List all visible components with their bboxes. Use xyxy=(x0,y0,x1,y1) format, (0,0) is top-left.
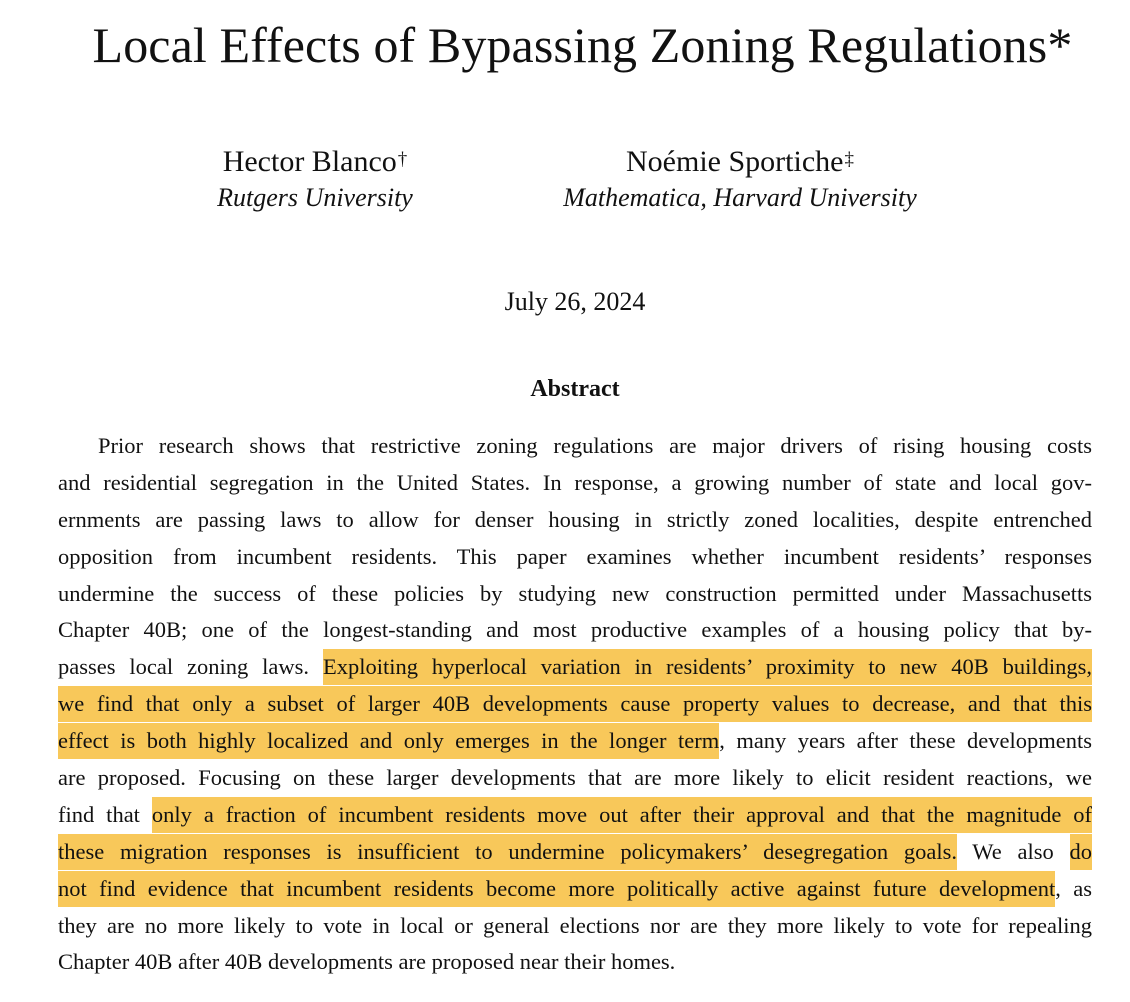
author-name: Noémie Sportiche‡ xyxy=(626,145,854,178)
author-block-2 xyxy=(500,144,980,216)
author-block-1 xyxy=(160,144,470,216)
abstract-line xyxy=(58,797,1092,834)
abstract-text: We also xyxy=(956,838,1070,864)
author-affiliation: Mathematica, Harvard University xyxy=(563,183,917,212)
highlighted-text: we find that only a subset of larger 40B developments cause property values to decrease, and that this xyxy=(58,686,1092,722)
abstract-line xyxy=(58,576,1092,613)
highlighted-text: effect is both highly localized and only emerges in the longer term xyxy=(58,723,719,759)
abstract-line xyxy=(58,834,1092,871)
abstract-text: Chapter 40B after 40B developments are proposed near their homes. xyxy=(58,949,676,975)
highlighted-text: only a fraction of incumbent residents move out after their approval and that the magnitude of xyxy=(152,797,1092,833)
highlighted-text: not find evidence that incumbent residents become more politically active against future development xyxy=(58,871,1055,907)
abstract-text: Prior research shows that restrictive zoning regulations are major drivers of rising housing costs xyxy=(98,433,1092,458)
abstract-text: opposition from incumbent residents. This paper examines whether incumbent residents’ responses xyxy=(58,543,1092,569)
abstract-text: undermine the success of these policies by studying new construction permitted under Massachusetts xyxy=(58,580,1092,606)
abstract-line xyxy=(58,649,1092,686)
paper-date: July 26, 2024 xyxy=(504,287,646,316)
abstract-line xyxy=(58,612,1092,649)
abstract-heading: Abstract xyxy=(530,376,620,402)
abstract-line xyxy=(58,871,1092,908)
highlighted-text: these migration responses is insufficient to undermine policymakers’ desegregation goals. xyxy=(58,834,957,870)
abstract-line xyxy=(58,502,1092,539)
abstract-text: , as xyxy=(1055,875,1092,901)
paper-title: Local Effects of Bypassing Zoning Regulations* xyxy=(92,17,1073,73)
footnote-mark: ‡ xyxy=(844,149,854,170)
abstract-line xyxy=(58,723,1092,760)
abstract-body xyxy=(58,428,1092,981)
abstract-text: and residential segregation in the United States. In response, a growing number of state and local gov- xyxy=(58,469,1092,495)
footnote-mark: † xyxy=(397,149,408,170)
abstract-line xyxy=(58,908,1092,945)
abstract-text: , many years after these developments xyxy=(719,728,1092,754)
abstract-line xyxy=(58,465,1092,502)
abstract-line xyxy=(58,944,1092,981)
abstract-text: they are no more likely to vote in local or general elections nor are they more likely to vote for repealing xyxy=(58,912,1092,938)
abstract-text: are proposed. Focusing on these larger developments that are more likely to elicit resident reactions, we xyxy=(58,765,1092,791)
author-affiliation: Rutgers University xyxy=(217,183,413,212)
abstract-line xyxy=(58,760,1092,797)
highlighted-text: do xyxy=(1070,834,1093,870)
author-name: Hector Blanco† xyxy=(222,145,408,178)
abstract-text: find that xyxy=(58,801,152,827)
abstract-line xyxy=(58,686,1092,723)
abstract-text: passes local zoning laws. xyxy=(58,654,323,680)
abstract-text: Chapter 40B; one of the longest-standing and most productive examples of a housing policy that by- xyxy=(58,617,1092,643)
abstract-line xyxy=(58,428,1092,465)
abstract-text: ernments are passing laws to allow for denser housing in strictly zoned localities, despite entrenched xyxy=(58,506,1092,532)
highlighted-text: Exploiting hyperlocal variation in residents’ proximity to new 40B buildings, xyxy=(323,649,1092,685)
abstract-line xyxy=(58,539,1092,576)
